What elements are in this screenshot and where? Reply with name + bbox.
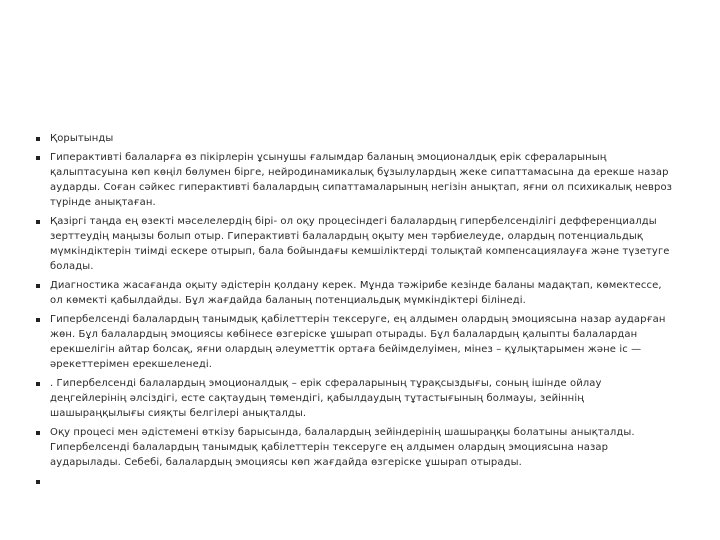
- bullet-item-empty: [34, 474, 674, 489]
- bullet-text: Қорытынды: [50, 133, 114, 144]
- bullet-icon: [36, 431, 40, 435]
- bullet-item-conclusion: [34, 131, 674, 146]
- bullet-item-hyperactive-overview: [34, 150, 674, 210]
- bullet-icon: [36, 137, 40, 141]
- bullet-list: [34, 131, 674, 493]
- bullet-icon: [36, 318, 40, 322]
- bullet-text: Қазіргі таңда ең өзекті мәселелердің бірі- ол оқу процесіндегі балалардың гипербелсенділігі дефференциалды зерттеудің маңызы болып отыр. Гиперактивті балалардың оқыту мен тәрбиелеуде, олардың потенциальдық мүмкіндіктерін тиімді ескере отырып, бала бойындағы кемшіліктерді толықтай компенсациялауға және түзетуге болады.: [50, 216, 670, 272]
- bullet-icon: [36, 480, 40, 484]
- bullet-text: Оқу процесі мен әдістемені өткізу барысында, балалардың зейіндерінің шашыраңқы болатыны анықталды. Гипербелсенді балалардың танымдық қабілеттерін тексеруге ең алдымен олардың эмоциясына назар аударылады. Себебі, балалардың эмоциясы көп жағдайда өзгеріске ұшырап отырады.: [50, 427, 635, 468]
- bullet-icon: [36, 382, 40, 386]
- bullet-item-emotional-instability: [34, 376, 674, 421]
- bullet-text: Диагностика жасағанда оқыту әдістерін қолдану керек. Мұнда тәжірибе кезінде баланы мадақтап, көмектессе, ол көмекті қабылдайды. Бұл жағдайда баланың потенциальдық мүмкіндіктері білінеді.: [50, 280, 662, 306]
- bullet-icon: [36, 284, 40, 288]
- bullet-item-diagnostics: [34, 278, 674, 308]
- bullet-text: Гипербелсенді балалардың танымдық қабілеттерін тексеруге, ең алдымен олардың эмоциясына назар аударған жөн. Бұл балалардың эмоциясы көбінесе өзгеріске ұшырап отырады. Бұл балалардың қалыпты балалардан ерекшелігін айтар болсақ, яғни олардың әлеуметтік ортаға бейімделуімен, мінез – құлықтарымен және іс — әрекеттерімен ерекшеленеді.: [50, 314, 666, 370]
- bullet-text: . Гипербелсенді балалардың эмоционалдық – ерік сфераларының тұрақсыздығы, соның ішінде ойлау деңгейлерінің әлсіздігі, есте сақтаудың төмендігі, қабылдаудың тұтастығының болмауы, зейіннің шашыраңқылығы сияқты белгілері анықталды.: [50, 378, 602, 419]
- bullet-item-cognitive-testing: [34, 312, 674, 372]
- bullet-icon: [36, 156, 40, 160]
- bullet-item-current-issues: [34, 214, 674, 274]
- bullet-item-learning-process: [34, 425, 674, 470]
- bullet-text: Гиперактивті балаларға өз пікірлерін ұсынушы ғалымдар баланың эмоционалдық ерік сфераларының қалыптасуына көп көңіл бөлумен бірге, нейродинамикалық бұзылулардың жеке сипаттамасына да ерекше назар аударды. Соған сәйкес гиперактивті балалардың сипаттамаларының негізін анықтап, яғни ол психикалық невроз түрінде анықтаған.: [50, 152, 673, 208]
- bullet-icon: [36, 220, 40, 224]
